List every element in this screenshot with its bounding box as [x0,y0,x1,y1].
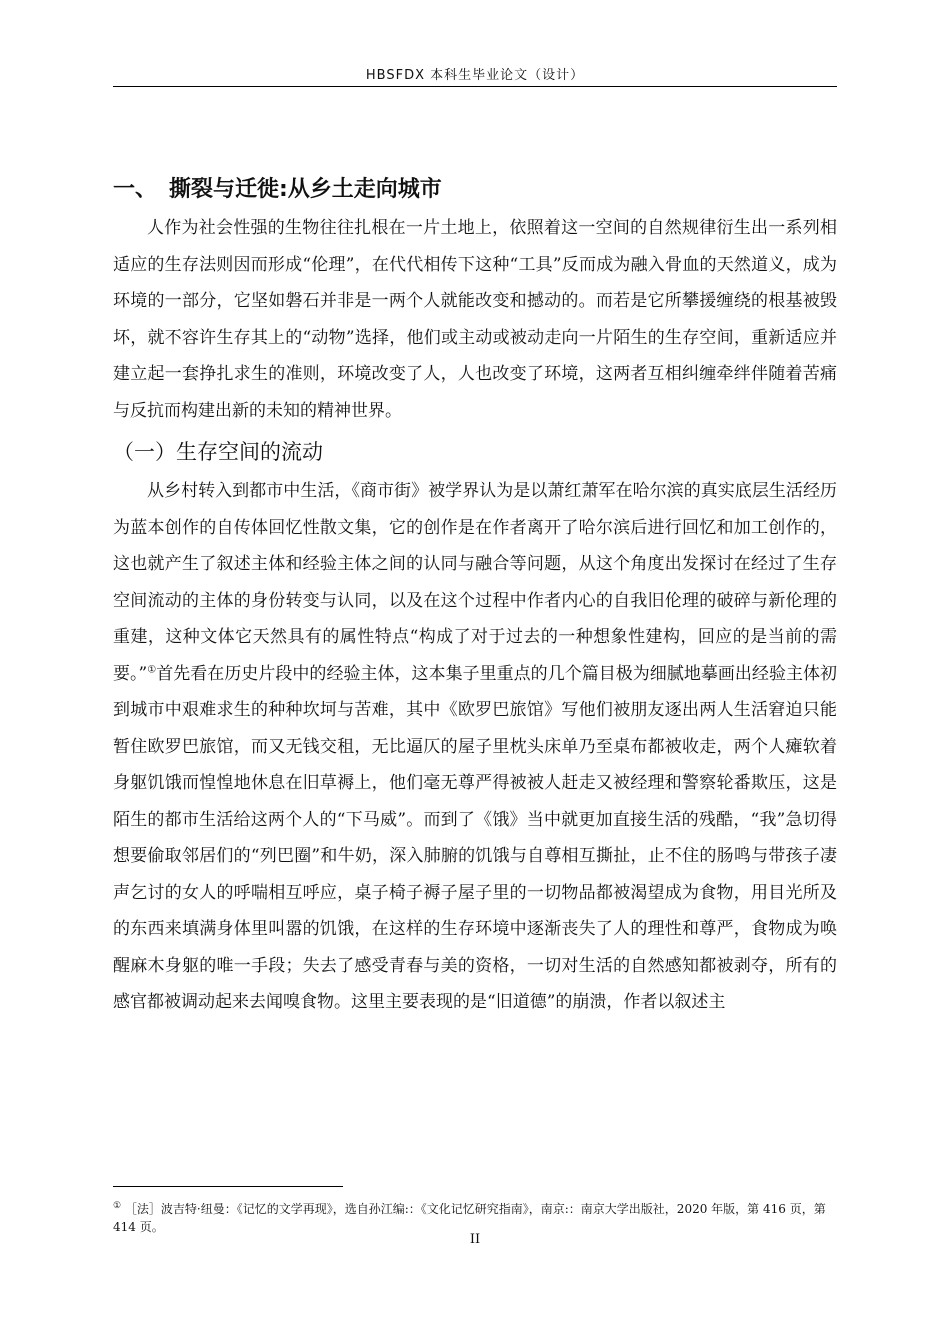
running-header: HBSFDX 本科生毕业论文（设计） [365,68,585,83]
footnote-reference[interactable]: ① [147,663,157,675]
page-body [113,170,837,1021]
section-number: 一、 [113,177,158,202]
subsection-paragraph [113,473,837,1021]
paragraph-text-before-note: 从乡村转入到都市中生活，《商市街》被学界认为是以萧红萧军在哈尔滨的真实底层生活经历为蓝本创作的自传体回忆性散文集，它的创作是在作者离开了哈尔滨后进行回忆和加工创作的，这也就产生了叙述主体和经验主体之间的认同与融合等问题，从这个角度出发探讨在经过了生存空间流动的主体的身份转变与认同，以及在这个过程中作者内心的自我旧伦理的破碎与新伦理的重建，这种文体它天然具有的属性特点“构成了对于过去的一种想象性建构，回应的是当前的需要。” [113,481,837,684]
section-title: 撕裂与迁徙:从乡土走向城市 [169,177,442,202]
footnote-mark: ① [113,1201,122,1211]
paragraph-text-after-note: 首先看在历史片段中的经验主体，这本集子里重点的几个篇目极为细腻地摹画出经验主体初到城市中艰难求生的种种坎坷与苦难，其中《欧罗巴旅馆》写他们被朋友逐出两人生活窘迫只能暂住欧罗巴旅馆，而又无钱交租，无比逼仄的屋子里枕头床单乃至桌布都被收走，两个人瘫软着身躯饥饿而惶惶地休息在旧草褥上，他们毫无尊严得被被人赶走又被经理和警察轮番欺压，这是陌生的都市生活给这两个人的“下马威”。而到了《饿》当中就更加直接生活的残酷，“我”急切得想要偷取邻居们的“列巴圈”和牛奶，深入肺腑的饥饿与自尊相互撕扯，止不住的肠鸣与带孩子凄声乞讨的女人的呼喘相互呼应，桌子椅子褥子屋子里的一切物品都被渴望成为食物，用目光所及的东西来填满身体里叫嚣的饥饿，在这样的生存环境中逐渐丧失了人的理性和尊严，食物成为唤醒麻木身躯的唯一手段；失去了感受青春与美的资格，一切对生活的自然感知都被剥夺，所有的感官都被调动起来去闻嗅食物。这里主要表现的是“旧道德”的崩溃，作者以叙述主 [113,663,837,1012]
subsection-heading: （一）生存空间的流动 [113,440,323,464]
section-heading [113,170,837,210]
page-number: II [469,1232,481,1247]
footnote-text: ［法］波吉特·纽曼：《记忆的文学再现》，选自孙江编:：《文化记忆研究指南》，南京:：南京大学出版社，2020 年版，第 416 页，第 414 页。 [113,1202,826,1234]
footnote [113,1197,837,1236]
footnote-divider [113,1186,343,1187]
header-divider [113,86,837,87]
section-paragraph: 人作为社会性强的生物往往扎根在一片土地上，依照着这一空间的自然规律衍生出一系列相适应的生存法则因而形成“伦理”，在代代相传下这种“工具”反而成为融入骨血的天然道义，成为环境的一部分，它坚如磐石并非是一两个人就能改变和撼动的。而若是它所攀援缠绕的根基被毁坏，就不容许生存其上的“动物”选择，他们或主动或被动走向一片陌生的生存空间，重新适应并建立起一套挣扎求生的准则，环境改变了人，人也改变了环境，这两者互相纠缠牵绊伴随着苦痛与反抗而构建出新的未知的精神世界。 [113,218,837,421]
